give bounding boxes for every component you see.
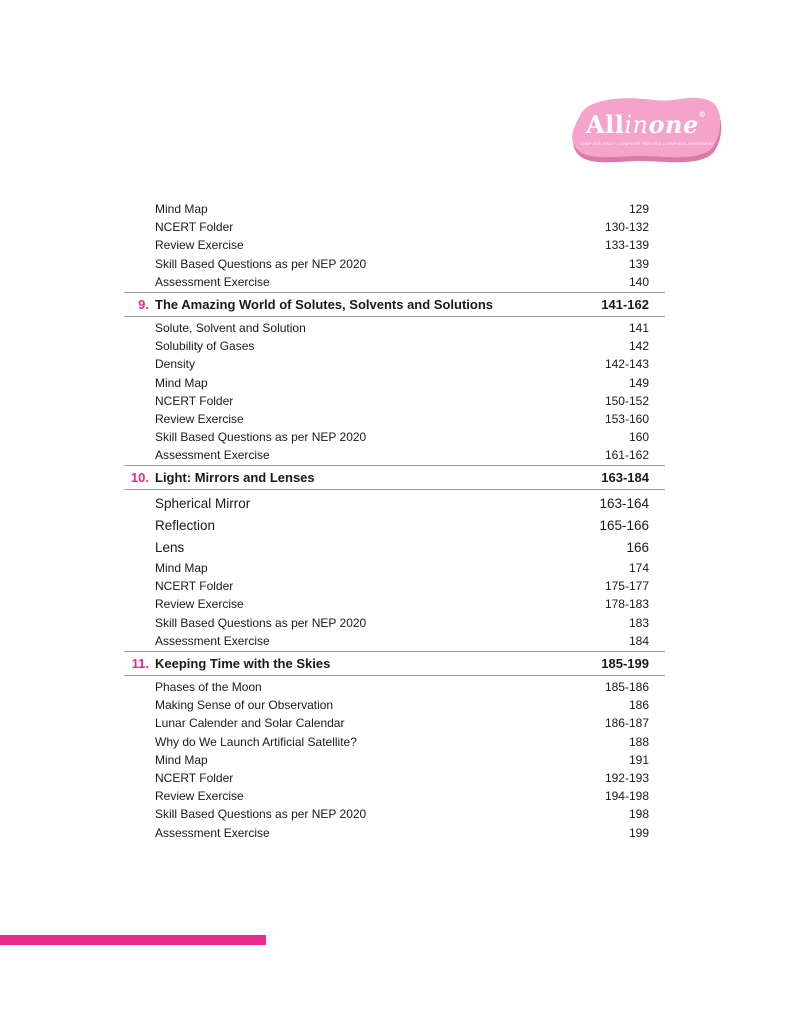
toc-item-page: 178-183 xyxy=(604,597,649,612)
toc-item-title: Making Sense of our Observation xyxy=(155,698,334,713)
toc-item-page: 129 xyxy=(628,202,649,217)
toc-item-page: 191 xyxy=(628,752,649,767)
toc-item xyxy=(124,714,665,732)
chapter-number: 10. xyxy=(130,470,149,486)
toc-item xyxy=(124,374,665,392)
toc-item-page: 142-143 xyxy=(604,357,649,372)
toc-item-title: NCERT Folder xyxy=(155,579,234,594)
toc-item-page: 199 xyxy=(628,825,649,840)
toc-item-title: Why do We Launch Artificial Satellite? xyxy=(155,734,357,749)
toc-item-title: Review Exercise xyxy=(155,238,244,253)
toc-item xyxy=(124,410,665,428)
chapter-pages: 185-199 xyxy=(601,655,649,671)
toc-item-page: 165-166 xyxy=(599,518,649,534)
toc-item-title: Reflection xyxy=(155,518,216,534)
chapter-pages: 141-162 xyxy=(601,296,649,312)
toc-item-title: NCERT Folder xyxy=(155,393,234,408)
toc-item-title: Lens xyxy=(155,540,185,556)
footer-accent-bar xyxy=(0,935,266,945)
toc-item-title: Skill Based Questions as per NEP 2020 xyxy=(155,430,367,445)
toc-item-page: 142 xyxy=(628,339,649,354)
toc-item xyxy=(124,787,665,805)
toc-item-page: 130-132 xyxy=(604,220,649,235)
toc-item xyxy=(124,337,665,355)
toc-item xyxy=(124,823,665,841)
toc-item xyxy=(124,273,665,291)
toc-item-title: Spherical Mirror xyxy=(155,496,251,512)
toc-item xyxy=(124,559,665,577)
toc-item-page: 192-193 xyxy=(604,770,649,785)
toc-item xyxy=(124,751,665,769)
toc-item-title: Solubility of Gases xyxy=(155,339,255,354)
toc-item-title: Skill Based Questions as per NEP 2020 xyxy=(155,256,367,271)
toc-item-page: 140 xyxy=(628,274,649,289)
toc-item-page: 153-160 xyxy=(604,411,649,426)
toc-item-title: Phases of the Moon xyxy=(155,680,262,695)
toc-item-page: 188 xyxy=(628,734,649,749)
toc-item xyxy=(124,696,665,714)
toc-item-page: 141 xyxy=(628,321,649,336)
toc-item-title: Density xyxy=(155,357,196,372)
toc-item xyxy=(124,236,665,254)
toc-item xyxy=(124,632,665,650)
toc-item-page: 166 xyxy=(626,540,649,556)
toc-item-page: 160 xyxy=(628,430,649,445)
toc-item xyxy=(124,319,665,337)
toc-item xyxy=(124,805,665,823)
chapter-title: Light: Mirrors and Lenses xyxy=(155,470,315,486)
toc-item xyxy=(124,614,665,632)
toc-item-title: Mind Map xyxy=(155,561,208,576)
toc-item xyxy=(124,355,665,373)
toc-item xyxy=(124,769,665,787)
toc-item-page: 183 xyxy=(628,615,649,630)
toc-item-page: 186-187 xyxy=(604,716,649,731)
chapter-title: Keeping Time with the Skies xyxy=(155,655,331,671)
chapter-pages: 163-184 xyxy=(601,470,649,486)
toc-item xyxy=(124,678,665,696)
chapter-heading xyxy=(124,465,665,490)
toc-item-page: 161-162 xyxy=(604,448,649,463)
toc-item xyxy=(124,218,665,236)
toc-item-title: Solute, Solvent and Solution xyxy=(155,321,306,336)
toc-item-title: Skill Based Questions as per NEP 2020 xyxy=(155,615,367,630)
toc-item xyxy=(124,392,665,410)
toc-item xyxy=(124,200,665,218)
toc-item xyxy=(124,537,665,559)
toc-item xyxy=(124,428,665,446)
logo-wordmark: Allinone® xyxy=(586,110,707,139)
toc-item-title: NCERT Folder xyxy=(155,220,234,235)
toc-top-section xyxy=(124,200,665,291)
chapter-number: 11. xyxy=(131,655,149,671)
toc-item-page: 139 xyxy=(628,256,649,271)
toc-item xyxy=(124,255,665,273)
toc-item-title: Lunar Calender and Solar Calendar xyxy=(155,716,345,731)
toc-item-title: Assessment Exercise xyxy=(155,633,270,648)
toc-item-title: Review Exercise xyxy=(155,597,244,612)
toc-item-page: 133-139 xyxy=(604,238,649,253)
table-of-contents xyxy=(124,200,665,842)
toc-item-title: Review Exercise xyxy=(155,411,244,426)
toc-item-title: NCERT Folder xyxy=(155,770,234,785)
toc-item xyxy=(124,595,665,613)
toc-item-page: 198 xyxy=(628,807,649,822)
toc-item-page: 150-152 xyxy=(604,393,649,408)
toc-item-title: Mind Map xyxy=(155,202,208,217)
toc-item xyxy=(124,446,665,464)
toc-item xyxy=(124,492,665,514)
toc-item-page: 149 xyxy=(628,375,649,390)
toc-item-title: Assessment Exercise xyxy=(155,825,270,840)
chapter-heading xyxy=(124,651,665,676)
chapter-title: The Amazing World of Solutes, Solvents and Solutions xyxy=(155,296,494,312)
toc-item-title: Assessment Exercise xyxy=(155,448,270,463)
logo-tagline: COMPLETE STUDY | COMPLETE PRACTICE | COMPLETE ASSESSMENT xyxy=(580,142,715,146)
toc-item-title: Review Exercise xyxy=(155,789,244,804)
toc-item-title: Skill Based Questions as per NEP 2020 xyxy=(155,807,367,822)
toc-item xyxy=(124,577,665,595)
toc-item-title: Assessment Exercise xyxy=(155,274,270,289)
toc-item-title: Mind Map xyxy=(155,375,208,390)
toc-item xyxy=(124,733,665,751)
toc-item-page: 185-186 xyxy=(604,680,649,695)
toc-item-page: 186 xyxy=(628,698,649,713)
toc-item-page: 184 xyxy=(628,633,649,648)
chapter-number: 9. xyxy=(138,296,149,312)
toc-item-page: 174 xyxy=(628,561,649,576)
toc-item-page: 163-164 xyxy=(599,496,649,512)
toc-item-page: 175-177 xyxy=(604,579,649,594)
toc-item-title: Mind Map xyxy=(155,752,208,767)
toc-item-page: 194-198 xyxy=(604,789,649,804)
chapter-heading xyxy=(124,292,665,317)
toc-item xyxy=(124,515,665,537)
brand-logo xyxy=(566,92,722,164)
